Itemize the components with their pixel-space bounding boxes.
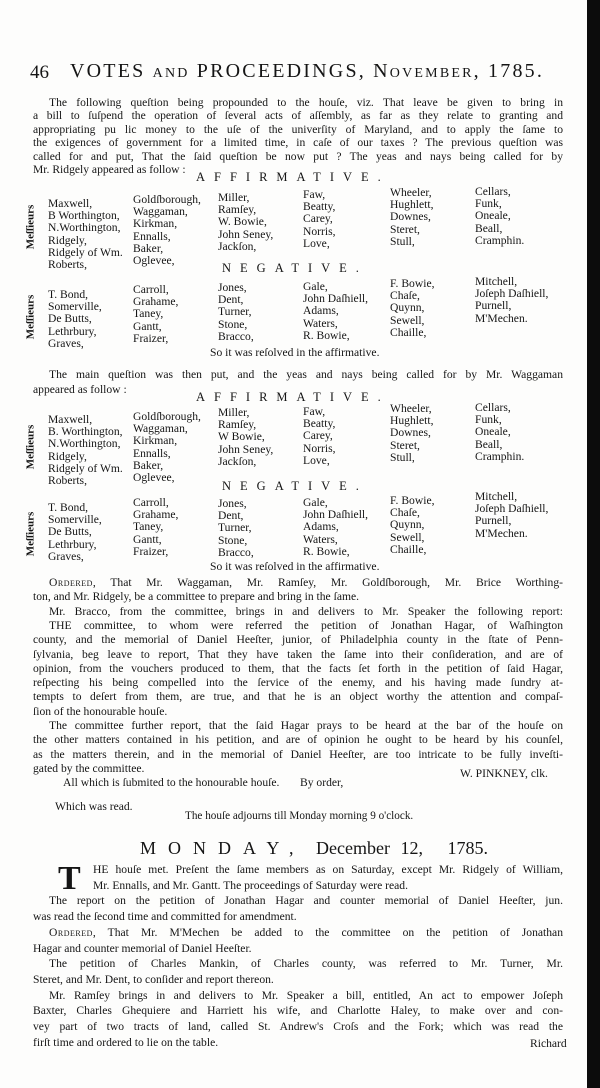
- para3-line: reſpecting his being compelled into the ſervice of the enemy, and his having made ſundry at-: [33, 676, 563, 690]
- para3-line: tempts to deſert from them, are true, and that he is an object worthy the attention and compaſ-: [33, 690, 563, 704]
- negative-voter-name: De Butts,: [48, 525, 92, 539]
- ordered-lead: Ordered: [49, 925, 93, 939]
- affirmative-voter-name: Waggaman,: [133, 205, 188, 219]
- affirmative-voter-name: Goldſborough,: [133, 410, 201, 423]
- negative-voter-name: F. Bowie,: [390, 277, 435, 290]
- affirmative-voter-name: Miller,: [218, 406, 250, 419]
- negative-voter-name: Gantt,: [133, 319, 162, 333]
- line-text: , That Mr. M'Mechen be added to the committee on the petition of Jonathan: [92, 925, 563, 939]
- affirmative-voter-name: B Worthington,: [48, 209, 120, 223]
- para4-line: Mr. Ramſey brings in and delivers to Mr. Speaker a bill, entitled, An act to empower Joſeph: [49, 988, 563, 1002]
- negative-voter-name: John Daſhiell,: [303, 508, 369, 522]
- negative-voter-name: Grahame,: [133, 295, 179, 309]
- affirmative-voter-name: Oglevee,: [133, 471, 175, 484]
- para3-line: opinion, from the vouchers produced to them, that the facts ſet forth in the petition of ſaid Hagar,: [33, 661, 563, 675]
- negative-voter-name: Stone,: [218, 533, 248, 547]
- negative-voter-name: Dent,: [218, 509, 244, 523]
- para1-line: the exigences of government for a limited time, in caſe of our taxes ? The previous queſtion was: [33, 136, 563, 150]
- negative-voter-name: T. Bond,: [48, 501, 89, 514]
- negative-voter-name: Somerville,: [48, 513, 102, 527]
- affirmative-voter-name: John Seney,: [218, 227, 274, 241]
- negative-voter-name: Chaille,: [390, 325, 427, 339]
- para3-line: county, and the memorial of Daniel Heeſter, junior, of Philadelphia county in the ſtate of Penn-: [33, 633, 563, 647]
- affirmative-voter-name: Wheeler,: [390, 402, 432, 415]
- affirmative-voter-name: Downes,: [390, 426, 431, 440]
- negative-voter-name: F. Bowie,: [390, 494, 435, 507]
- para3-line: [49, 576, 563, 590]
- negative-voter-name: R. Bowie,: [303, 328, 350, 342]
- para4-line: vey part of two tracts of land, called St. Andrew's Croſs and the Fork; which was read the: [33, 1020, 563, 1033]
- para4-line: The report on the petition of Jonathan Hagar and counter memorial of Daniel Heeſter, jun.: [49, 894, 563, 908]
- affirmative-voter-name: Carey,: [303, 212, 333, 226]
- negative-voter-name: Quynn,: [390, 518, 425, 532]
- affirmative-voter-name: Faw,: [303, 188, 326, 201]
- affirmative-voter-name: Miller,: [218, 191, 250, 204]
- affirmative-voter-name: Roberts,: [48, 258, 87, 271]
- affirmative-voter-name: Love,: [303, 453, 330, 467]
- para4-line: Mr. Ennalls, and Mr. Gantt. The proceedings of Saturday were read.: [93, 878, 408, 892]
- affirmative-voter-name: Goldſborough,: [133, 193, 201, 206]
- affirmative-voter-name: Funk,: [475, 197, 502, 211]
- affirmative-voter-name: Waggaman,: [133, 422, 188, 436]
- which-was-read: Which was read.: [55, 800, 133, 813]
- affirmative-voter-name: Love,: [303, 236, 330, 250]
- drop-cap: T: [58, 860, 81, 897]
- scan-edge: [587, 0, 600, 1088]
- negative-voter-name: Jones,: [218, 281, 247, 294]
- affirmative-voter-name: Ramſey,: [218, 203, 257, 217]
- negative-voter-name: Bracco,: [218, 329, 254, 343]
- affirmative-voter-name: Ridgely,: [48, 233, 87, 247]
- negative-voter-name: M'Mechen.: [475, 311, 528, 325]
- signature: W. PINKNEY, clk.: [460, 767, 548, 780]
- affirmative-voter-name: Beatty,: [303, 417, 336, 431]
- day-year: 1785.: [447, 838, 488, 858]
- affirmative-voter-name: Downes,: [390, 210, 431, 224]
- para3-line: ſion of the honourable houſe.: [33, 704, 168, 718]
- affirmative-voter-name: Hughlett,: [390, 414, 434, 428]
- messieurs-label: Meſſieurs: [24, 294, 37, 340]
- negative-voter-name: Taney,: [133, 520, 164, 534]
- affirmative-voter-name: Steret,: [390, 438, 420, 452]
- negative-voter-name: Sewell,: [390, 530, 425, 544]
- negative-voter-name: Graves,: [48, 549, 84, 563]
- para1-line: a bill to ſuſpend the operation of ſeveral acts of aſſembly, as far as they relate to granting and: [33, 109, 563, 123]
- negative-voter-name: Mitchell,: [475, 490, 518, 503]
- affirmative-voter-name: Jackſon,: [218, 239, 257, 253]
- negative-voter-name: Purnell,: [475, 299, 512, 313]
- para1-line: appropriating pu lic money to the uſe of the univerſity of Maryland, and to apply the ſame to: [33, 122, 563, 136]
- affirmative-voter-name: Beatty,: [303, 200, 336, 214]
- affirmative-voter-name: Carey,: [303, 429, 333, 443]
- affirmative-voter-name: Maxwell,: [48, 413, 93, 426]
- affirmative-voter-name: John Seney,: [218, 442, 274, 456]
- negative-voter-name: Gale,: [303, 496, 328, 509]
- para3-line: ſylvania, beg leave to report, That they have taken the ſame into their conſideration, and are of: [33, 647, 563, 661]
- affirmative-voter-name: W. Bowie,: [218, 215, 267, 229]
- affirmative-voter-name: Wheeler,: [390, 186, 432, 199]
- affirmative-voter-name: Cramphin.: [475, 449, 525, 463]
- negative-voter-name: T. Bond,: [48, 288, 89, 301]
- affirmative-voter-name: Steret,: [390, 222, 420, 236]
- day-heading: [140, 838, 488, 859]
- negative-voter-name: R. Bowie,: [303, 544, 350, 558]
- negative-voter-name: Mitchell,: [475, 275, 518, 288]
- affirmative-voter-name: Ridgely of Wm.: [48, 245, 123, 259]
- affirmative-voter-name: Baker,: [133, 241, 164, 255]
- affirmative-voter-name: Ridgely,: [48, 449, 87, 463]
- para4-line: Baxter, Charles Ghequiere and Harriett his wife, and Charlotte Haley, to make over and con-: [33, 1004, 563, 1018]
- negative-heading: NEGATIVE.: [222, 479, 368, 493]
- negative-heading: NEGATIVE.: [222, 261, 368, 275]
- negative-voter-name: Purnell,: [475, 514, 512, 528]
- negative-voter-name: Adams,: [303, 304, 339, 318]
- affirmative-voter-name: Cramphin.: [475, 233, 525, 247]
- negative-voter-name: Lethrbury,: [48, 537, 97, 551]
- affirmative-heading: AFFIRMATIVE.: [196, 390, 390, 404]
- para3-line: Mr. Bracco, from the committee, brings in and delivers to Mr. Speaker the following report:: [49, 604, 563, 618]
- negative-voter-name: Quynn,: [390, 301, 425, 315]
- negative-voter-name: Fraizer,: [133, 331, 169, 345]
- negative-voter-name: Waters,: [303, 532, 338, 546]
- para4-line: firſt time and ordered to lie on the table.: [33, 1035, 219, 1049]
- by-order: By order,: [300, 776, 344, 789]
- affirmative-voter-name: N.Worthington,: [48, 437, 121, 451]
- affirmative-voter-name: Oneale,: [475, 209, 511, 223]
- para4-line: was read the ſecond time and committed for amendment.: [33, 910, 297, 924]
- negative-voter-name: M'Mechen.: [475, 526, 528, 540]
- affirmative-voter-name: Kirkman,: [133, 217, 178, 231]
- negative-voter-name: Carroll,: [133, 283, 169, 296]
- negative-voter-name: John Daſhiell,: [303, 292, 369, 306]
- negative-voter-name: Turner,: [218, 305, 252, 319]
- day-date: December 12,: [316, 838, 423, 858]
- affirmative-voter-name: N.Worthington,: [48, 221, 121, 235]
- para4-line: Steret, and Mr. Dent, to conſider and report thereon.: [33, 972, 274, 986]
- day-name: MONDAY,: [140, 838, 306, 858]
- negative-voter-name: Somerville,: [48, 300, 102, 314]
- para3-line: The committee further report, that the ſaid Hagar prays to be heard at the bar of the houſe on: [49, 719, 563, 732]
- negative-voter-name: Lethrbury,: [48, 324, 97, 338]
- running-head: VOTES and PROCEEDINGS, November, 1785.: [70, 60, 545, 82]
- para3-line: the other matters contained in his petition, and are of opinion he ought to be heard by his counſel,: [33, 733, 563, 747]
- vote-result: So it was reſolved in the affirmative.: [210, 346, 380, 359]
- para3-line: gated by the committee.: [33, 761, 145, 775]
- negative-voter-name: Gantt,: [133, 532, 162, 546]
- para1-line: The following queſtion being propounded to the houſe, viz. That leave be given to bring in: [49, 96, 563, 109]
- messieurs-label: Meſſieurs: [24, 424, 37, 470]
- negative-voter-name: Joſeph Daſhiell,: [475, 502, 549, 516]
- affirmative-voter-name: Stull,: [390, 450, 415, 464]
- negative-voter-name: Chaſe,: [390, 289, 420, 303]
- affirmative-voter-name: Ennalls,: [133, 229, 171, 243]
- catchword: Richard: [530, 1037, 567, 1050]
- affirmative-voter-name: Jackſon,: [218, 454, 257, 468]
- para1-line: called for and put, That the ſaid queſtion be now put ? The yeas and nays being called for by: [33, 149, 563, 163]
- negative-voter-name: Joſeph Daſhiell,: [475, 287, 549, 301]
- negative-voter-name: Bracco,: [218, 545, 254, 559]
- negative-voter-name: Adams,: [303, 520, 339, 534]
- negative-voter-name: Grahame,: [133, 508, 179, 522]
- negative-voter-name: Waters,: [303, 316, 338, 330]
- vote-result: So it was reſolved in the affirmative.: [210, 560, 380, 573]
- affirmative-voter-name: Ramſey,: [218, 418, 257, 432]
- para3-line: as the matters therein, and in the memorial of Daniel Heeſter, are too intricate to be fully inveſti-: [33, 747, 563, 761]
- negative-voter-name: De Butts,: [48, 312, 92, 326]
- affirmative-voter-name: Hughlett,: [390, 198, 434, 212]
- para4-line: The petition of Charles Mankin, of Charles county, was referred to Mr. Turner, Mr.: [49, 957, 563, 971]
- affirmative-voter-name: Norris,: [303, 441, 336, 455]
- affirmative-voter-name: Faw,: [303, 405, 326, 418]
- negative-voter-name: Gale,: [303, 280, 328, 293]
- para4-line: Hagar and counter memorial of Daniel Heeſter.: [33, 941, 252, 955]
- para1-line: Mr. Ridgely appeared as follow :: [33, 163, 186, 176]
- negative-voter-name: Fraizer,: [133, 544, 169, 558]
- negative-voter-name: Graves,: [48, 336, 84, 350]
- negative-voter-name: Jones,: [218, 497, 247, 510]
- para4-line: HE houſe met. Preſent the ſame members as on Saturday, except Mr. Ridgely of William,: [93, 863, 563, 876]
- negative-voter-name: Chaſe,: [390, 506, 420, 520]
- line-text: , That Mr. Waggaman, Mr. Ramſey, Mr. Goldſborough, Mr. Brice Worthing-: [92, 576, 563, 589]
- adjournment-note: The houſe adjourns till Monday morning 9 o'clock.: [185, 810, 414, 822]
- affirmative-voter-name: W Bowie,: [218, 430, 265, 444]
- negative-voter-name: Stone,: [218, 317, 248, 331]
- affirmative-voter-name: Norris,: [303, 224, 336, 238]
- negative-voter-name: Turner,: [218, 521, 252, 535]
- affirmative-voter-name: Cellars,: [475, 185, 511, 198]
- para3-line: ton, and Mr. Ridgely, be a committee to prepare and bring in the ſame.: [33, 590, 360, 604]
- page-number: 46: [30, 62, 49, 83]
- affirmative-voter-name: Ennalls,: [133, 446, 171, 460]
- affirmative-voter-name: Oglevee,: [133, 254, 175, 267]
- negative-voter-name: Carroll,: [133, 496, 169, 509]
- affirmative-voter-name: Oneale,: [475, 425, 511, 439]
- messieurs-label: Meſſieurs: [24, 511, 37, 557]
- affirmative-voter-name: Stull,: [390, 234, 415, 248]
- para2-line: appeared as follow :: [33, 382, 127, 396]
- negative-voter-name: Taney,: [133, 307, 164, 321]
- affirmative-voter-name: Beall,: [475, 221, 503, 235]
- affirmative-voter-name: B. Worthington,: [48, 425, 123, 439]
- affirmative-heading: AFFIRMATIVE.: [196, 170, 390, 184]
- para2-line: The main queſtion was then put, and the yeas and nays being called for by Mr. Waggaman: [49, 368, 563, 381]
- negative-voter-name: Dent,: [218, 293, 244, 307]
- ordered-lead: Ordered: [49, 576, 93, 589]
- affirmative-voter-name: Baker,: [133, 458, 164, 472]
- para3-line: All which is ſubmited to the honourable houſe.: [63, 776, 280, 790]
- negative-voter-name: Chaille,: [390, 542, 427, 556]
- negative-voter-name: Sewell,: [390, 313, 425, 327]
- messieurs-label: Meſſieurs: [24, 204, 37, 250]
- affirmative-voter-name: Ridgely of Wm.: [48, 461, 123, 475]
- affirmative-voter-name: Kirkman,: [133, 434, 178, 448]
- affirmative-voter-name: Cellars,: [475, 401, 511, 414]
- para4-line: [49, 926, 563, 940]
- para3-line: THE committee, to whom were referred the petition of Jonathan Hagar, of Waſhington: [49, 618, 563, 632]
- affirmative-voter-name: Funk,: [475, 413, 502, 427]
- affirmative-voter-name: Roberts,: [48, 474, 87, 487]
- affirmative-voter-name: Beall,: [475, 437, 503, 451]
- affirmative-voter-name: Maxwell,: [48, 197, 93, 210]
